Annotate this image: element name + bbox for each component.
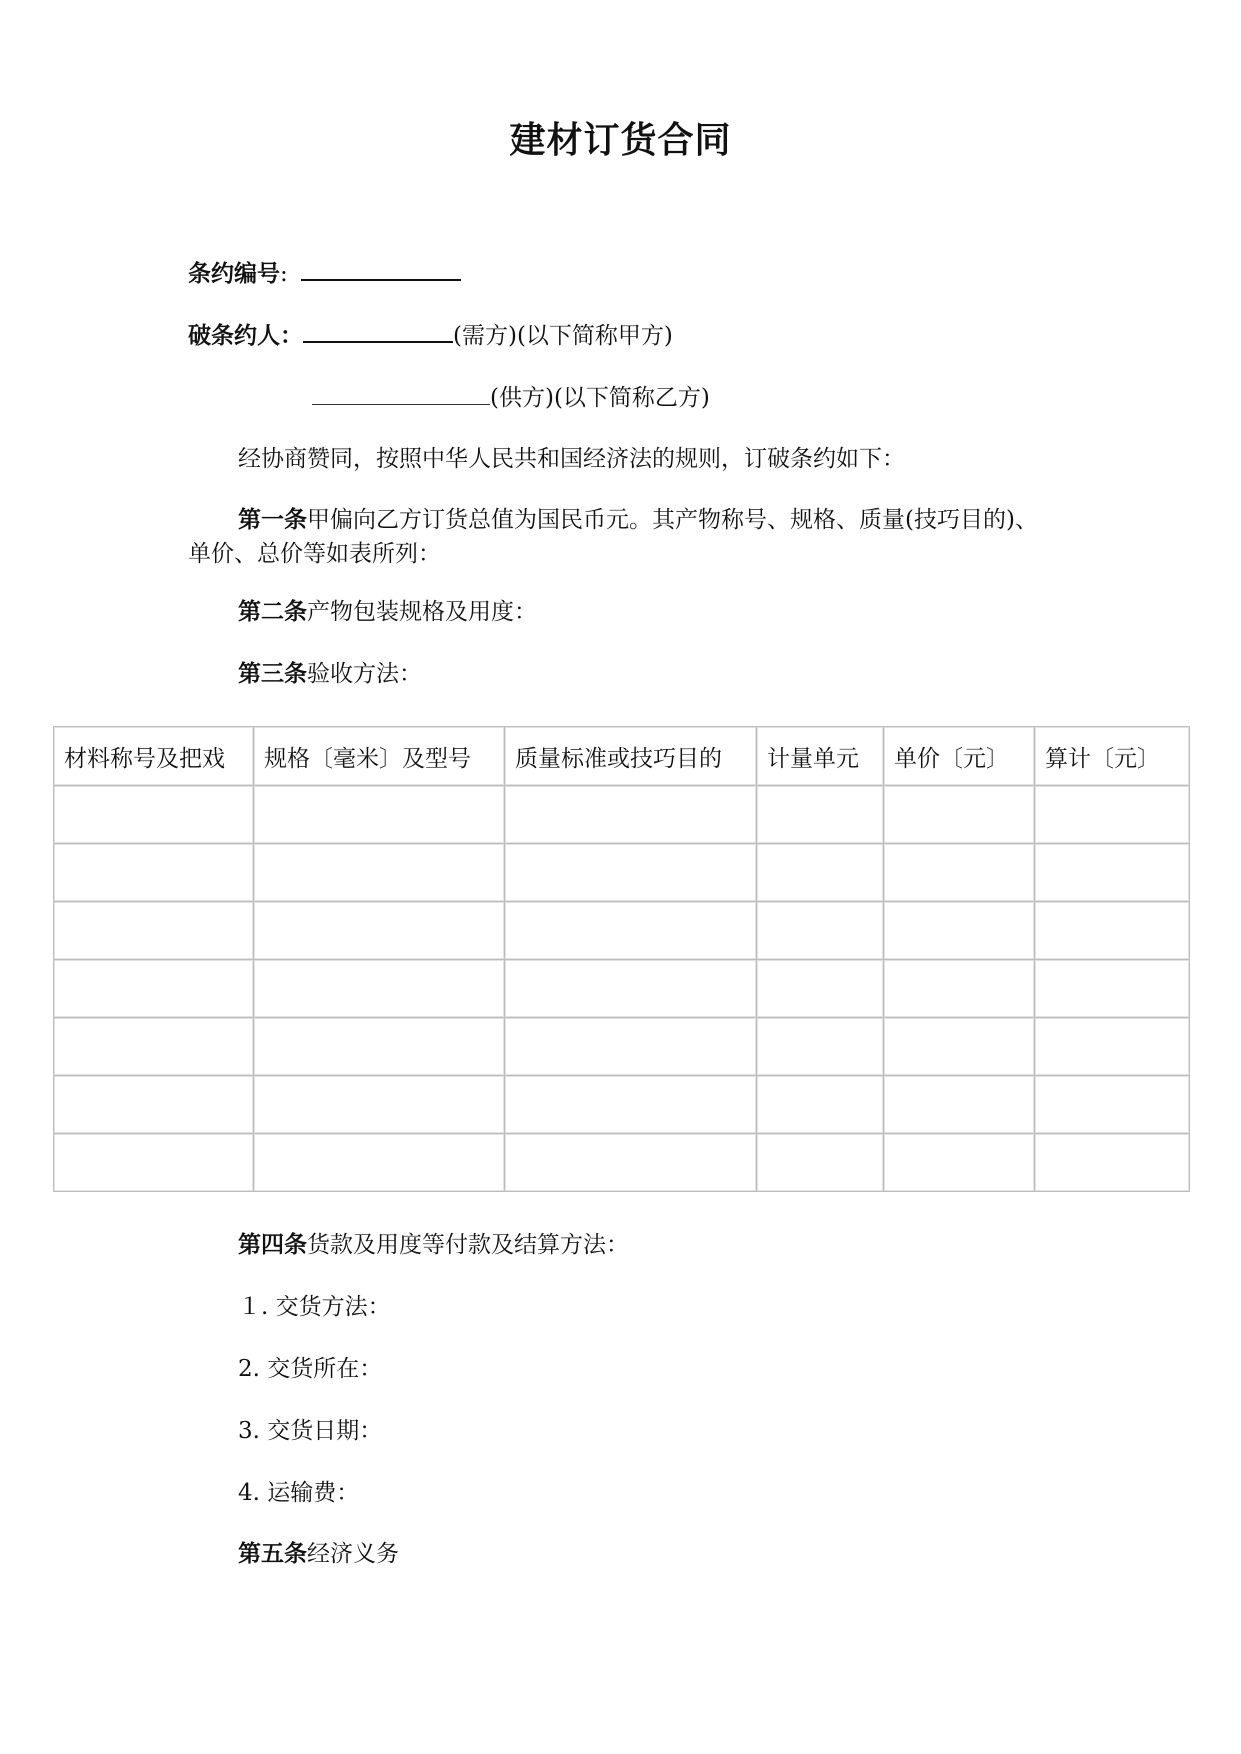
party-a-blank[interactable] [303, 321, 453, 343]
table-cell[interactable] [884, 786, 1035, 844]
article-1-label: 第一条 [238, 507, 307, 533]
article-1-text: 甲偏向乙方订货总值为国民币元。其产物称号、规格、质量(技巧目的)、单价、总价等如表所列： [188, 507, 1038, 567]
table-cell[interactable] [54, 844, 254, 902]
contract-number-colon: : [280, 261, 288, 287]
intro-text: 经协商赞同，按照中华人民共和国经济法的规则，订破条约如下： [238, 446, 905, 472]
contract-number-blank[interactable] [301, 259, 461, 281]
article-4-label: 第四条 [238, 1232, 307, 1258]
intro-paragraph [188, 442, 1048, 476]
article-4 [188, 1228, 1048, 1262]
article-1 [188, 503, 1048, 571]
table-cell[interactable] [757, 1018, 884, 1076]
table-cell[interactable] [505, 786, 757, 844]
table-cell[interactable] [505, 902, 757, 960]
table-cell[interactable] [757, 902, 884, 960]
table-header-row [54, 727, 1190, 786]
table-header-cell: 计量单元 [757, 727, 884, 786]
table-row [54, 1076, 1190, 1134]
table-cell[interactable] [757, 786, 884, 844]
party-b-line [312, 382, 710, 414]
table-cell[interactable] [54, 960, 254, 1018]
table-cell[interactable] [1035, 1076, 1190, 1134]
table-cell[interactable] [757, 960, 884, 1018]
article-5 [188, 1537, 1048, 1571]
table-cell[interactable] [1035, 1134, 1190, 1192]
table-cell[interactable] [1035, 844, 1190, 902]
table-cell[interactable] [884, 960, 1035, 1018]
party-b-blank[interactable] [312, 384, 490, 405]
article-2-label: 第二条 [238, 599, 307, 625]
table-header-cell: 规格〔毫米〕及型号 [254, 727, 505, 786]
article-2-text: 产物包装规格及用度： [307, 599, 537, 625]
table-cell[interactable] [1035, 786, 1190, 844]
table-cell[interactable] [884, 1076, 1035, 1134]
article-4-text: 货款及用度等付款及结算方法： [307, 1232, 629, 1258]
table-row [54, 902, 1190, 960]
table-cell[interactable] [254, 960, 505, 1018]
table-cell[interactable] [54, 1018, 254, 1076]
transport-fee: 4. 运输费： [238, 1480, 360, 1506]
table-header-cell: 单价〔元〕 [884, 727, 1035, 786]
table-cell[interactable] [254, 1018, 505, 1076]
delivery-method: １. 交货方法： [238, 1294, 391, 1320]
delivery-location: 2. 交货所在： [238, 1356, 383, 1382]
page-title: 建材订货合同 [509, 120, 732, 161]
table-cell[interactable] [1035, 902, 1190, 960]
table-header-cell: 质量标准或技巧目的 [505, 727, 757, 786]
table-cell[interactable] [1035, 1018, 1190, 1076]
table-cell[interactable] [884, 1018, 1035, 1076]
article-3-label: 第三条 [238, 661, 307, 687]
table-row [54, 844, 1190, 902]
table-body [54, 786, 1190, 1192]
party-a-line [188, 320, 673, 352]
article-5-label: 第五条 [238, 1541, 307, 1567]
delivery-date: 3. 交货日期： [238, 1418, 383, 1444]
table-header-cell: 算计〔元〕 [1035, 727, 1190, 786]
article-2 [188, 595, 1048, 629]
table-cell[interactable] [54, 786, 254, 844]
party-b-suffix: (供方)(以下简称乙方) [490, 385, 710, 411]
table-cell[interactable] [505, 1134, 757, 1192]
contract-number-line [188, 258, 461, 290]
table-cell[interactable] [254, 786, 505, 844]
party-a-suffix: (需方)(以下简称甲方) [453, 323, 673, 349]
party-a-label: 破条约人： [188, 323, 303, 349]
table-header-cell: 材料称号及把戏 [54, 727, 254, 786]
table-cell[interactable] [254, 1076, 505, 1134]
table-cell[interactable] [54, 1076, 254, 1134]
table-cell[interactable] [757, 1076, 884, 1134]
order-table [53, 726, 1190, 1192]
table-cell[interactable] [254, 1134, 505, 1192]
table-cell[interactable] [884, 1134, 1035, 1192]
table-cell[interactable] [505, 1018, 757, 1076]
table-cell[interactable] [505, 960, 757, 1018]
table-row [54, 786, 1190, 844]
table-cell[interactable] [254, 844, 505, 902]
table-cell[interactable] [884, 844, 1035, 902]
table-row [54, 960, 1190, 1018]
table-row [54, 1134, 1190, 1192]
article-3-text: 验收方法： [307, 661, 422, 687]
article-3 [188, 657, 1048, 691]
table-cell[interactable] [757, 844, 884, 902]
article-5-text: 经济义务 [307, 1541, 399, 1567]
table-cell[interactable] [757, 1134, 884, 1192]
table-cell[interactable] [1035, 960, 1190, 1018]
table-cell[interactable] [505, 1076, 757, 1134]
table-cell[interactable] [254, 902, 505, 960]
table-cell[interactable] [505, 844, 757, 902]
table-cell[interactable] [54, 1134, 254, 1192]
table-row [54, 1018, 1190, 1076]
table-cell[interactable] [884, 902, 1035, 960]
contract-number-label: 条约编号 [188, 261, 280, 287]
table-cell[interactable] [54, 902, 254, 960]
